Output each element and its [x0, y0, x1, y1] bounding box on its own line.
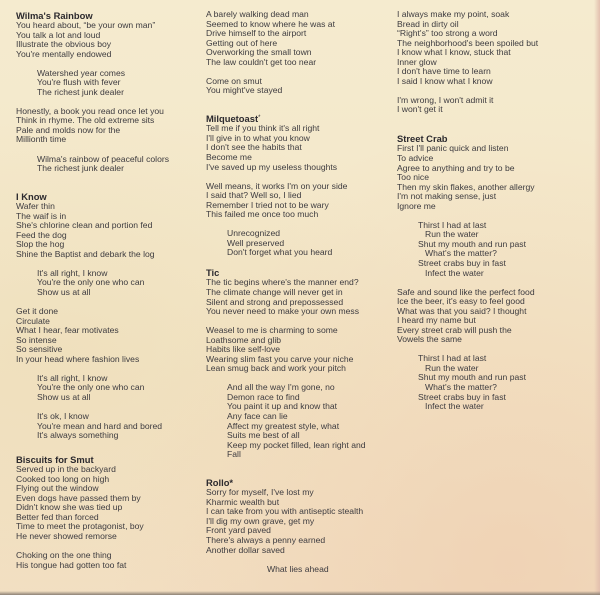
lyric-line: I said that? Well so, I lied [206, 190, 302, 201]
lyric-line: Safe and sound like the perfect food [397, 286, 535, 297]
song-milquetoast [206, 113, 396, 258]
chorus [206, 565, 396, 575]
lyric-line: Kharmic wealth but [206, 496, 280, 507]
lyric-line: Remember I tried not to be wary [206, 199, 329, 210]
lyric-line: You might've stayed [206, 85, 283, 96]
lyric-line: The tic begins where's the manner end? [206, 277, 359, 288]
chorus [397, 354, 592, 411]
page-edge-bottom [0, 591, 600, 595]
song-title: Rollo* [206, 477, 234, 489]
lyric-line: I'll dig my own grave, get my [206, 515, 315, 526]
lyric-line: “Right's” too strong a word [397, 28, 498, 39]
lyric-line: The waif is in [16, 210, 67, 221]
chorus [206, 383, 396, 459]
lyric-line: Show us at all [37, 286, 91, 297]
song-title: Wilma's Rainbow [16, 10, 93, 21]
lyric-line: You never need to make your own mess [206, 306, 360, 317]
verse [16, 107, 196, 145]
lyric-line: You heard about, “be your own man” [16, 20, 156, 30]
lyric-line: I'm not making sense, just [397, 191, 497, 202]
page-edge-right [594, 0, 600, 595]
lyric-line: This failed me once too much [206, 209, 319, 220]
lyric-line: Millionth time [16, 134, 67, 145]
lyric-line: It's all right, I know [37, 372, 108, 383]
lyric-line: I always make my point, soak [397, 9, 510, 19]
verse [16, 307, 196, 364]
lyric-line: Even dogs have passed them by [16, 492, 141, 503]
lyric-line: Flying out the window [16, 483, 99, 494]
lyric-line: Get it done [16, 306, 59, 317]
lyric-line: Didn't know she was tied up [16, 502, 123, 513]
verse [397, 288, 592, 345]
lyric-line: Ice the beer, it's easy to feel good [397, 296, 525, 307]
lyric-line: What I hear, fear motivates [16, 325, 119, 336]
lyric-line: Watershed year comes [37, 67, 126, 78]
lyric-line: Feed the dog [16, 229, 67, 240]
lyric-line: His tongue had gotten too fat [16, 559, 127, 570]
verse [206, 10, 396, 67]
song-street-crab [397, 133, 592, 411]
lyric-line: The richest junk dealer [37, 163, 124, 174]
lyric-line: I can take from you with antiseptic stealth [206, 506, 364, 517]
lyric-line: What's the matter? [425, 248, 497, 259]
lyric-line: You're flush with fever [37, 77, 121, 88]
lyric-line: Wafer thin [16, 201, 55, 212]
song-title: Tic [206, 267, 220, 279]
lyric-line: Loathsome and glib [206, 334, 282, 345]
lyric-line: What was that you said? I thought [397, 305, 527, 316]
lyric-line: You're mentally endowed [16, 48, 112, 59]
lyric-line: Silent and strong and prepossessed [206, 296, 344, 307]
lyric-line: Drive himself to the airport [206, 28, 307, 39]
lyric-line: I said I know what I know [397, 75, 493, 86]
lyric-line: So sensitive [16, 344, 63, 355]
lyric-line: Cooked too long on high [16, 473, 110, 484]
lyric-line: Wearing slim fast you carve your niche [206, 353, 354, 364]
verse [206, 488, 396, 555]
lyric-line: Shut my mouth and run past [418, 238, 526, 249]
lyric-line: Wilma's rainbow of peaceful colors [37, 153, 170, 164]
lyric-line: And all the way I'm gone, no [227, 382, 335, 393]
lyric-line: Shine the Baptist and debark the log [16, 248, 155, 259]
chorus [16, 412, 196, 441]
lyric-line: You talk a lot and loud [16, 29, 101, 40]
song-biscuits-for-smut [16, 454, 196, 570]
lyric-line: Run the water [425, 362, 479, 373]
lyric-line: You're the only one who can [37, 277, 145, 288]
lyric-line: Honestly, a book you read once let you [16, 105, 164, 116]
lyric-line: She's chlorine clean and portion fed [16, 220, 153, 231]
lyric-line: Too nice [397, 172, 430, 183]
lyric-line: Illustrate the obvious boy [16, 39, 112, 50]
lyric-line: Time to meet the protagonist, boy [16, 521, 144, 532]
lyric-line: Circulate [16, 315, 50, 326]
lyric-line: You paint it up and know that [227, 401, 338, 412]
lyric-line: I'm wrong, I won't admit it [397, 94, 494, 105]
lyric-line: You're mean and hard and bored [37, 420, 163, 431]
lyric-line: The neighborhood's been spoiled but [397, 37, 539, 48]
lyric-line: Street crabs buy in fast [418, 391, 506, 402]
lyric-line: Slop the hog [16, 239, 65, 250]
verse [397, 10, 592, 86]
lyric-line: Think in rhyme. The old extreme sits [16, 115, 155, 126]
song-wilmas-rainbow [16, 10, 196, 174]
song-rollo-continued [397, 10, 592, 115]
verse [206, 326, 396, 374]
lyrics-column-2 [206, 10, 396, 584]
lyric-line: Shut my mouth and run past [418, 372, 526, 383]
lyric-line: It's always something [37, 430, 119, 441]
lyric-line: Sorry for myself, I've lost my [206, 487, 314, 498]
lyric-line: First I'll panic quick and listen [397, 143, 509, 154]
lyric-line: Show us at all [37, 391, 91, 402]
lyric-line: Agree to anything and try to be [397, 162, 515, 173]
song-biscuits-continued [206, 10, 396, 96]
lyric-line: Overworking the small town [206, 47, 312, 58]
verse [16, 202, 196, 259]
verse [16, 551, 196, 570]
song-title-text: Milquetoast [206, 113, 259, 125]
chorus [16, 269, 196, 298]
lyric-line: Unrecognized [227, 228, 281, 239]
lyric-line: Become me [206, 152, 252, 163]
song-i-know [16, 191, 196, 440]
lyric-line: Inner glow [397, 56, 437, 67]
lyric-line: The law couldn't get too near [206, 56, 317, 67]
verse [206, 182, 396, 220]
verse [16, 21, 196, 59]
lyric-line: Choking on the one thing [16, 549, 112, 560]
lyric-line: A barely walking dead man [206, 9, 309, 19]
lyric-line: Bread in dirty oil [397, 18, 459, 29]
lyric-line: Don't forget what you heard [227, 247, 333, 258]
verse [397, 144, 592, 211]
lyric-line: Well preserved [227, 237, 285, 248]
lyric-line: So intense [16, 334, 57, 345]
lyric-line: Keep my pocket filled, lean right and [227, 439, 366, 450]
chorus [206, 229, 396, 258]
lyric-line: Tell me if you think it's all right [206, 123, 320, 134]
verse [206, 278, 396, 316]
lyric-line: Getting out of here [206, 37, 278, 48]
lyric-line: I don't have time to learn [397, 66, 491, 77]
lyric-line: Better fed than forced [16, 511, 99, 522]
lyric-line: Then my skin flakes, another allergy [397, 181, 535, 192]
lyric-line: Street crabs buy in fast [418, 257, 506, 268]
song-rollo [206, 477, 396, 574]
lyric-line: Habits like self-love [206, 344, 281, 355]
lyric-line: Weasel to me is charming to some [206, 325, 338, 336]
verse [206, 124, 396, 172]
chorus [397, 221, 592, 278]
lyric-line: Well means, it works I'm on your side [206, 180, 348, 191]
lyric-line: Affect my greatest style, what [227, 420, 340, 431]
lyric-line: Pale and molds now for the [16, 124, 121, 135]
verse [16, 465, 196, 541]
lyric-line: There's always a penny earned [206, 534, 326, 545]
song-title: Street Crab [397, 133, 448, 145]
lyric-line: He never showed remorse [16, 530, 117, 541]
lyric-line: Run the water [425, 229, 479, 240]
lyric-line: Served up in the backyard [16, 464, 116, 475]
lyric-line: Suits me best of all [227, 430, 300, 441]
lyric-line: Demon race to find [227, 391, 300, 402]
lyric-line: Infect the water [425, 267, 484, 278]
chorus [16, 374, 196, 403]
chorus [16, 155, 196, 174]
footnote-mark: * [258, 115, 261, 122]
lyric-line: In your head where fashion lives [16, 353, 140, 364]
lyric-line: I know what I know, stuck that [397, 47, 511, 58]
lyric-line: The richest junk dealer [37, 86, 124, 97]
lyrics-column-3 [397, 10, 592, 421]
lyric-line: Vowels the same [397, 334, 462, 345]
song-title: I Know [16, 191, 47, 203]
lyric-line: Come on smut [206, 75, 262, 86]
lyric-line: Front yard paved [206, 525, 271, 536]
lyric-line: Fall [227, 449, 241, 460]
song-title: Biscuits for Smut [16, 454, 94, 466]
lyric-line: What's the matter? [425, 382, 497, 392]
lyric-line: I don't see the habits that [206, 142, 302, 153]
lyric-line: I've saved up my useless thoughts [206, 161, 338, 172]
lyrics-column-1 [16, 10, 196, 580]
lyric-line: To advice [397, 153, 434, 164]
verse [206, 77, 396, 96]
song-tic [206, 267, 396, 459]
lyric-line: Any face can lie [227, 411, 288, 421]
verse [397, 96, 592, 115]
lyric-line: Another dollar saved [206, 544, 285, 555]
lyric-line: The climate change will never get in [206, 286, 343, 297]
lyric-line: You're the only one who can [37, 382, 145, 393]
lyric-line: It's all right, I know [37, 267, 108, 278]
lyric-line: Every street crab will push the [397, 324, 512, 335]
lyric-line: Lean smug back and work your pitch [206, 363, 346, 374]
lyric-line: I'll give in to what you know [206, 132, 310, 143]
lyric-line: Ignore me [397, 200, 436, 211]
lyric-line: Thirst I had at last [418, 353, 487, 364]
lyric-line: Seemed to know where he was at [206, 18, 335, 29]
chorus [16, 69, 196, 98]
lyric-line: I won't get it [397, 104, 443, 115]
lyric-line: It's ok, I know [37, 410, 89, 421]
lyric-line: I heard my name but [397, 315, 476, 326]
lyric-line: What lies ahead [267, 563, 329, 574]
lyric-line: Infect the water [425, 401, 484, 412]
lyric-line: Thirst I had at last [418, 219, 487, 230]
